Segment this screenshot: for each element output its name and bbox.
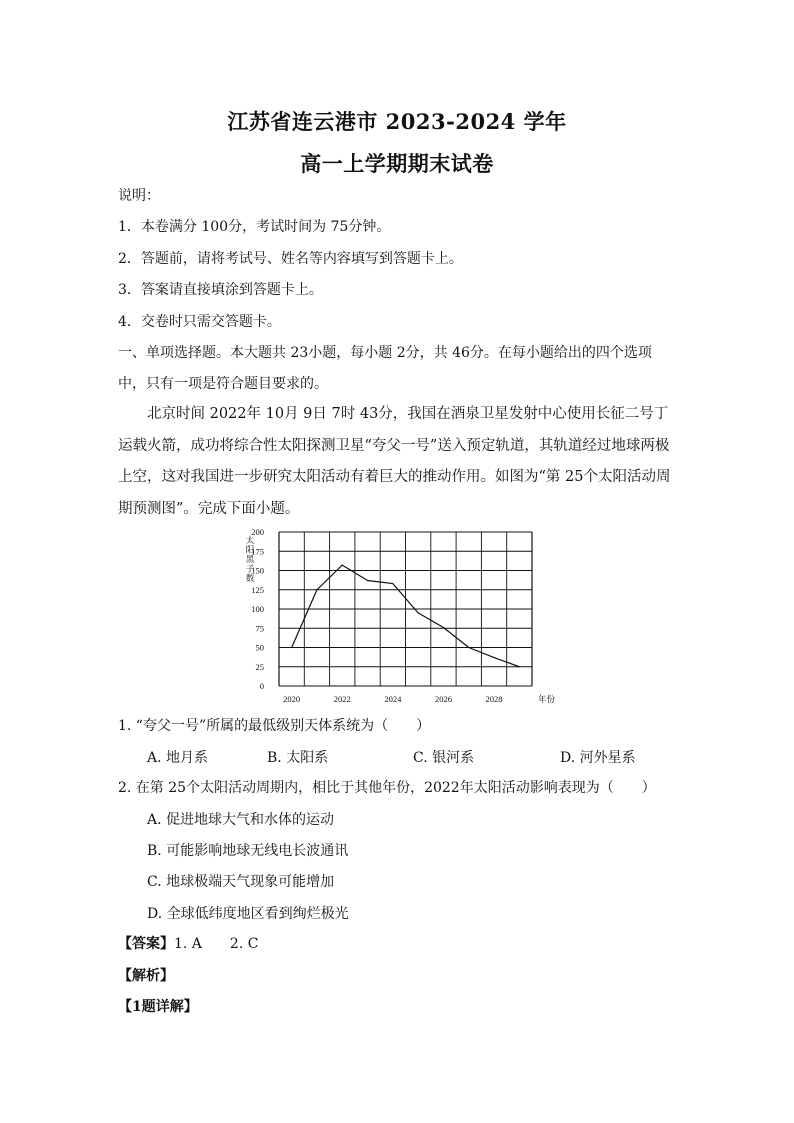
question-2-option-b[interactable]: B. 可能影响地球无线电长波通讯 — [147, 843, 349, 859]
sunspot-data-point — [316, 589, 317, 590]
x-tick-label: 2026 — [434, 694, 452, 704]
x-tick-label: 2022 — [333, 694, 351, 704]
y-tick-label: 50 — [255, 642, 264, 653]
instructions-heading: 说明： — [118, 188, 160, 204]
y-tick-label: 0 — [259, 681, 264, 691]
question-2-option-d[interactable]: D. 全球低纬度地区看到绚烂极光 — [147, 906, 349, 922]
y-axis-label-char: 子 — [245, 563, 255, 574]
sunspot-data-point — [291, 647, 292, 648]
y-axis-label-char: 太 — [245, 535, 255, 545]
title-line-1: 江苏省连云港市 2023-2024 学年 — [227, 109, 567, 134]
sunspot-data-point — [342, 565, 343, 566]
answer-text: 1. A 2. C — [174, 936, 259, 952]
y-tick-label: 200 — [251, 527, 264, 537]
y-tick-label: 75 — [255, 623, 264, 634]
x-tick-label: 2020 — [283, 694, 301, 704]
question-1-option-a[interactable]: A. 地月系 — [147, 750, 209, 766]
y-tick-label: 25 — [255, 661, 264, 672]
question-1-option-c[interactable]: C. 银河系 — [413, 750, 475, 766]
sunspot-chart — [238, 524, 558, 706]
sunspot-data-point — [418, 612, 419, 613]
title-line-2: 高一上学期期末试卷 — [300, 151, 494, 176]
y-tick-label: 150 — [251, 565, 264, 576]
y-axis-label-char: 数 — [245, 573, 255, 583]
y-tick-label: 175 — [251, 546, 264, 557]
analysis-label: 【解析】 — [118, 968, 174, 984]
sunspot-data-point — [468, 647, 469, 648]
question-1-option-d[interactable]: D. 河外星系 — [560, 750, 636, 766]
section-heading-cont: 中，只有一项是符合题目要求的。 — [118, 376, 328, 392]
question-2-stem: 2. 在第 25个太阳活动周期内，相比于其他年份，2022年太阳活动影响表现为（ ） — [118, 780, 656, 796]
sunspot-data-point — [519, 666, 520, 667]
sunspot-data-point — [392, 583, 393, 584]
detail-label: 【1题详解】 — [118, 999, 198, 1015]
instruction-item: 2．答题前，请将考试号、姓名等内容填写到答题卡上。 — [118, 251, 463, 267]
x-axis-label: 年份 — [538, 694, 556, 704]
y-tick-label: 125 — [251, 584, 264, 595]
x-tick-label: 2024 — [384, 694, 402, 704]
passage-text: 北京时间 2022年 10月 9日 7时 43分，我国在酒泉卫星发射中心使用长征二号丁运载火箭，成功将综合性太阳探测卫星“夸父一号”送入预定轨道，其轨道经过地球两极上空，这对我国进一步研究太阳活动有着巨大的推动作用。如图为“第 25个太阳活动周期预测图”。完成下面小题。 — [118, 406, 671, 517]
answer-line — [118, 934, 258, 954]
instruction-item: 1．本卷满分 100分，考试时间为 75分钟。 — [118, 219, 391, 235]
sunspot-chart-svg — [238, 524, 558, 706]
question-2-option-a[interactable]: A. 促进地球大气和水体的运动 — [147, 812, 335, 828]
y-tick-label: 100 — [251, 604, 264, 614]
y-axis-label-char: 阳 — [245, 544, 255, 555]
instruction-item: 4．交卷时只需交答题卡。 — [118, 314, 281, 330]
question-1-stem: 1. “夸父一号”所属的最低级别天体系统为（ ） — [118, 718, 431, 734]
sunspot-data-point — [443, 627, 444, 628]
question-1-option-b[interactable]: B. 太阳系 — [267, 750, 329, 766]
x-tick-label: 2028 — [485, 694, 503, 704]
answer-label: 【答案】 — [118, 936, 174, 952]
sunspot-data-point — [367, 580, 368, 581]
y-axis-label-char: 黑 — [245, 554, 255, 564]
sunspot-data-point — [493, 657, 494, 658]
question-2-option-c[interactable]: C. 地球极端天气现象可能增加 — [147, 874, 335, 890]
instruction-item: 3．答案请直接填涂到答题卡上。 — [118, 282, 323, 298]
section-heading: 一、单项选择题。本大题共 23小题，每小题 2分，共 46分。在每小题给出的四个选项 — [118, 345, 652, 361]
